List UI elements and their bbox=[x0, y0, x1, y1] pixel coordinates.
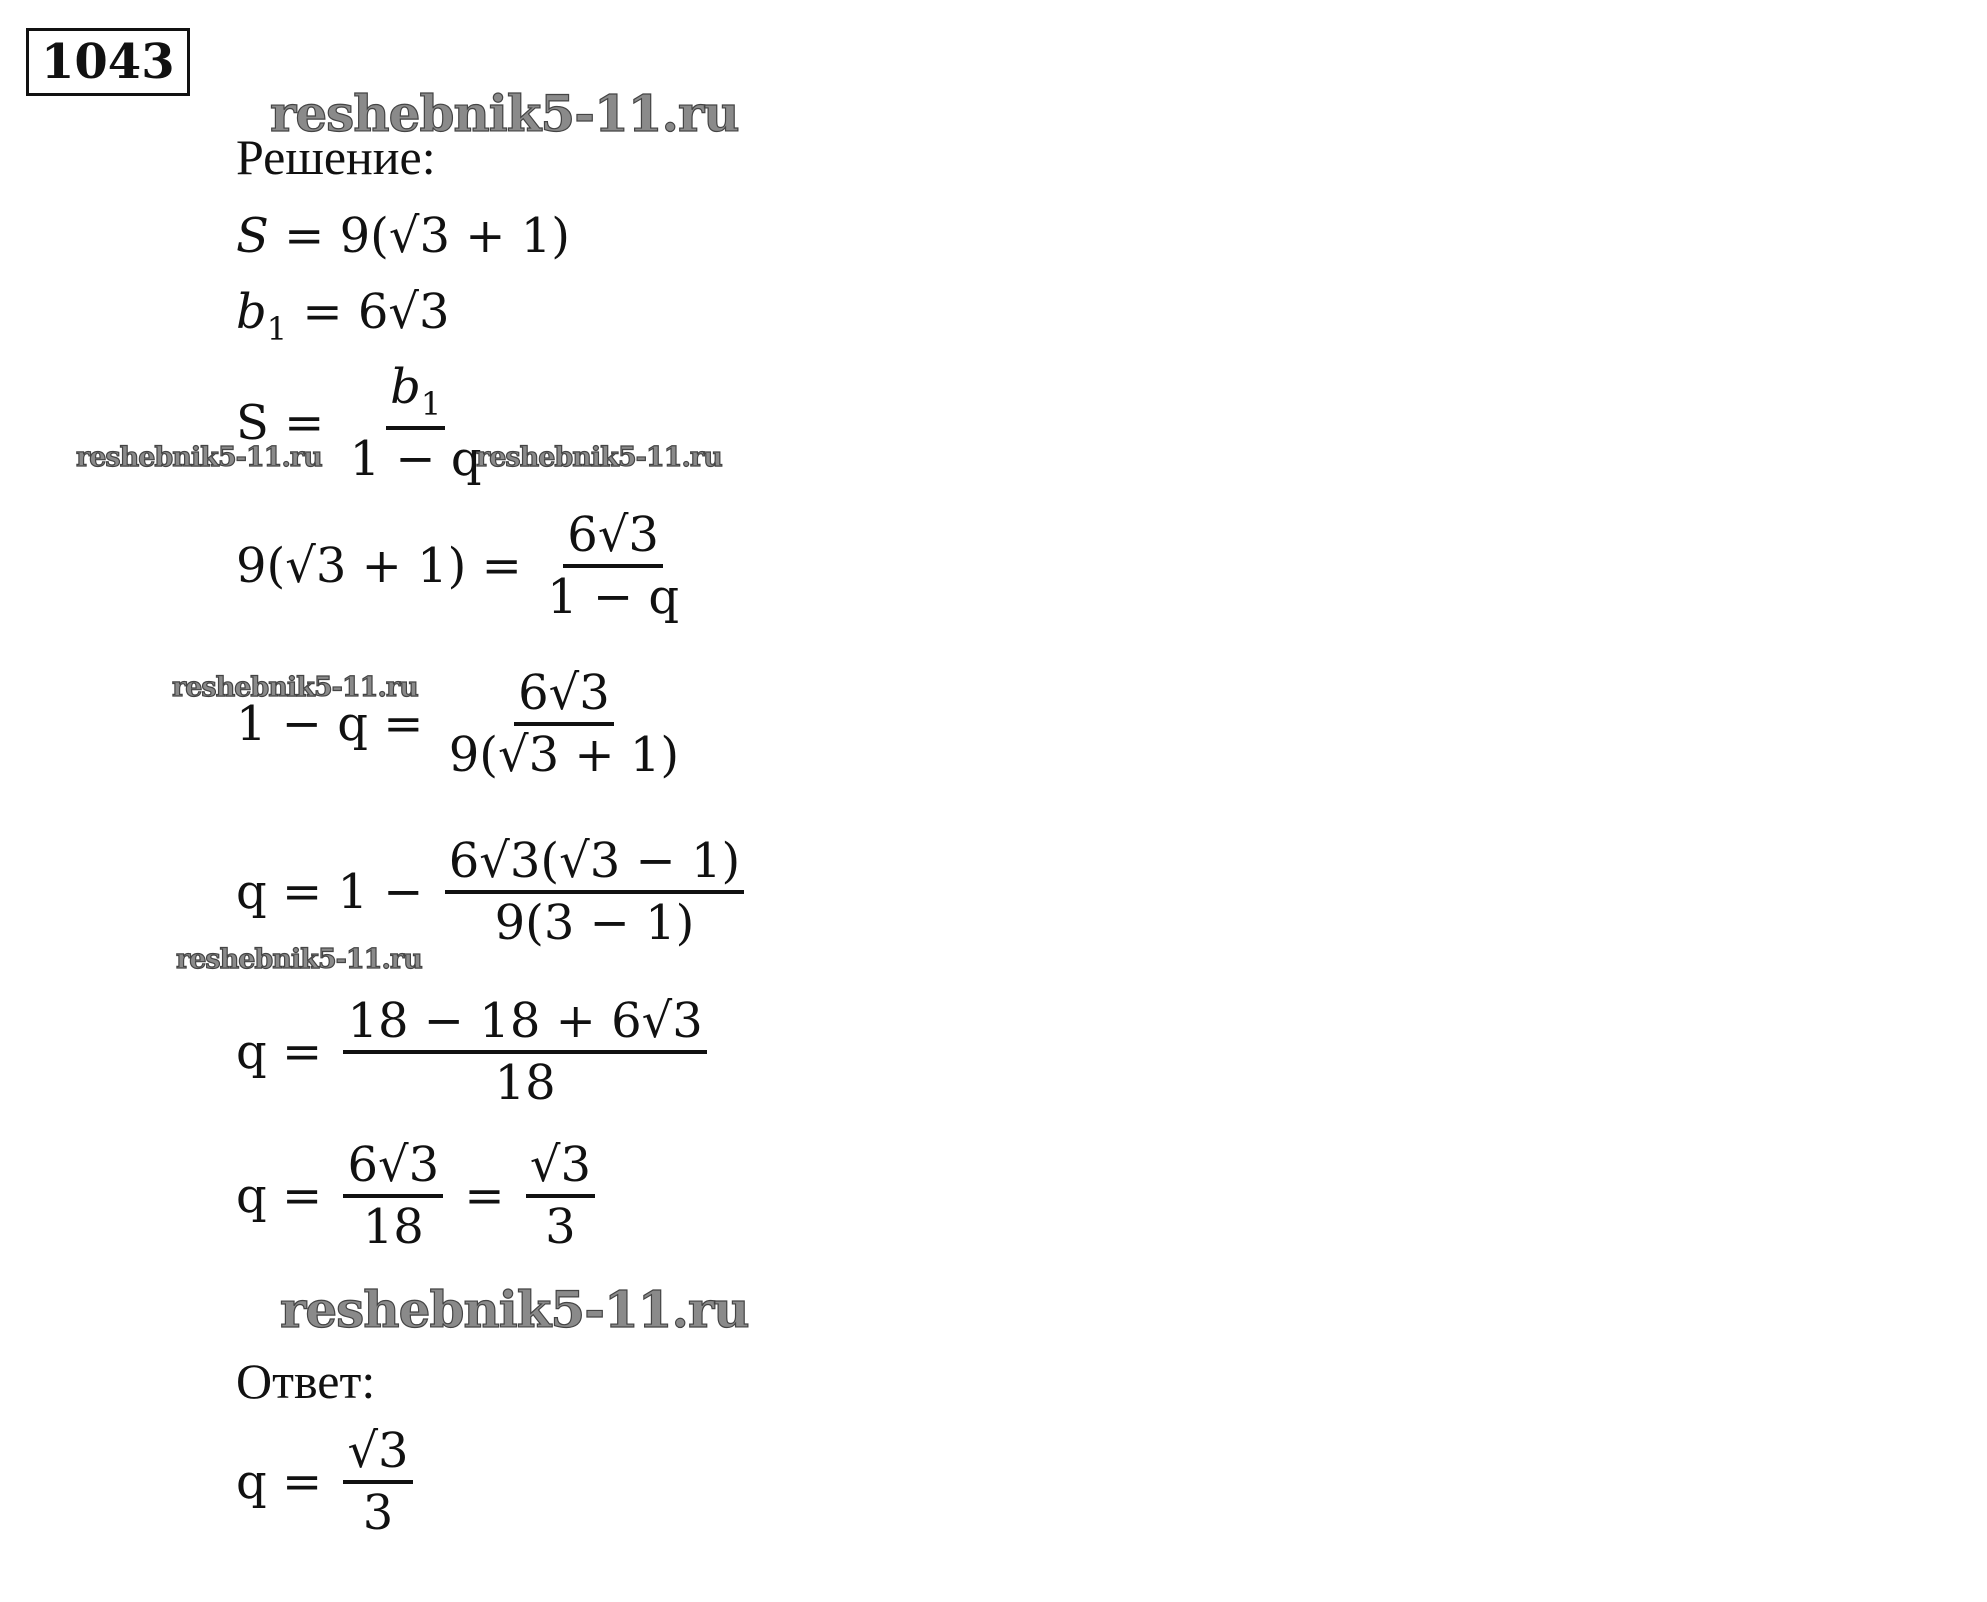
eq5-fraction-2 bbox=[526, 1137, 595, 1256]
formula-num-b: b bbox=[390, 359, 421, 415]
equation-2 bbox=[236, 665, 689, 784]
solution-label: Решение: bbox=[236, 129, 436, 185]
eq5-equals: = bbox=[464, 1168, 505, 1225]
b1-value: = 6√3 bbox=[302, 284, 450, 340]
problem-number: 1043 bbox=[26, 28, 190, 96]
eq4-denominator: 18 bbox=[494, 1055, 556, 1112]
var-s: S bbox=[236, 208, 269, 264]
eq2-numerator: 6√3 bbox=[514, 668, 614, 726]
eq3-lhs: q = 1 − bbox=[236, 864, 424, 921]
eq3-fraction bbox=[445, 833, 745, 952]
formula-denominator: 1 − q bbox=[349, 430, 482, 487]
eq5-fraction-1 bbox=[343, 1137, 443, 1256]
eq4-lhs: q = bbox=[236, 1024, 323, 1081]
formula-lhs: S = bbox=[236, 394, 325, 451]
eq3-numerator: 6√3(√3 − 1) bbox=[445, 836, 745, 894]
eq2-lhs: 1 − q = bbox=[236, 696, 424, 753]
watermark-left-3: reshebnik5-11.ru bbox=[176, 944, 422, 975]
watermark-right-1: reshebnik5-11.ru bbox=[476, 442, 722, 473]
eq4-numerator: 18 − 18 + 6√3 bbox=[343, 996, 706, 1054]
eq5-lhs: q = bbox=[236, 1168, 323, 1225]
formula-fraction bbox=[346, 359, 486, 487]
b-subscript: 1 bbox=[266, 310, 288, 348]
equation-3 bbox=[236, 833, 750, 952]
eq1-numerator: 6√3 bbox=[563, 510, 663, 568]
eq2-denominator: 9(√3 + 1) bbox=[448, 727, 680, 784]
equation-4 bbox=[236, 993, 713, 1112]
equation-b1 bbox=[236, 284, 450, 348]
answer-lhs: q = bbox=[236, 1454, 323, 1511]
eq5-numerator-1: 6√3 bbox=[343, 1140, 443, 1198]
eq1-fraction bbox=[543, 507, 683, 626]
answer-equation bbox=[236, 1423, 419, 1542]
equation-5 bbox=[236, 1137, 601, 1256]
watermark-left-2: reshebnik5-11.ru bbox=[172, 672, 418, 703]
eq5-denominator-1: 18 bbox=[362, 1199, 424, 1256]
watermark-top: reshebnik5-11.ru bbox=[270, 84, 739, 143]
equation-sum bbox=[236, 208, 570, 264]
answer-denominator: 3 bbox=[362, 1485, 394, 1542]
watermark-bottom: reshebnik5-11.ru bbox=[280, 1280, 749, 1339]
eq5-denominator-2: 3 bbox=[545, 1199, 576, 1256]
watermark-left-1: reshebnik5-11.ru bbox=[76, 442, 322, 473]
sum-value: = 9(√3 + 1) bbox=[284, 208, 571, 264]
eq1-denominator: 1 − q bbox=[547, 569, 680, 626]
eq2-fraction bbox=[445, 665, 683, 784]
answer-fraction bbox=[343, 1423, 412, 1542]
eq3-denominator: 9(3 − 1) bbox=[494, 895, 695, 952]
eq1-lhs: 9(√3 + 1) = bbox=[236, 538, 522, 595]
var-b: b bbox=[236, 284, 267, 340]
eq4-fraction bbox=[343, 993, 706, 1112]
formula-num-sub: 1 bbox=[420, 385, 442, 423]
equation-1 bbox=[236, 507, 689, 626]
eq5-numerator-2: √3 bbox=[526, 1140, 595, 1198]
answer-label: Ответ: bbox=[236, 1353, 376, 1409]
answer-numerator: √3 bbox=[343, 1426, 412, 1484]
